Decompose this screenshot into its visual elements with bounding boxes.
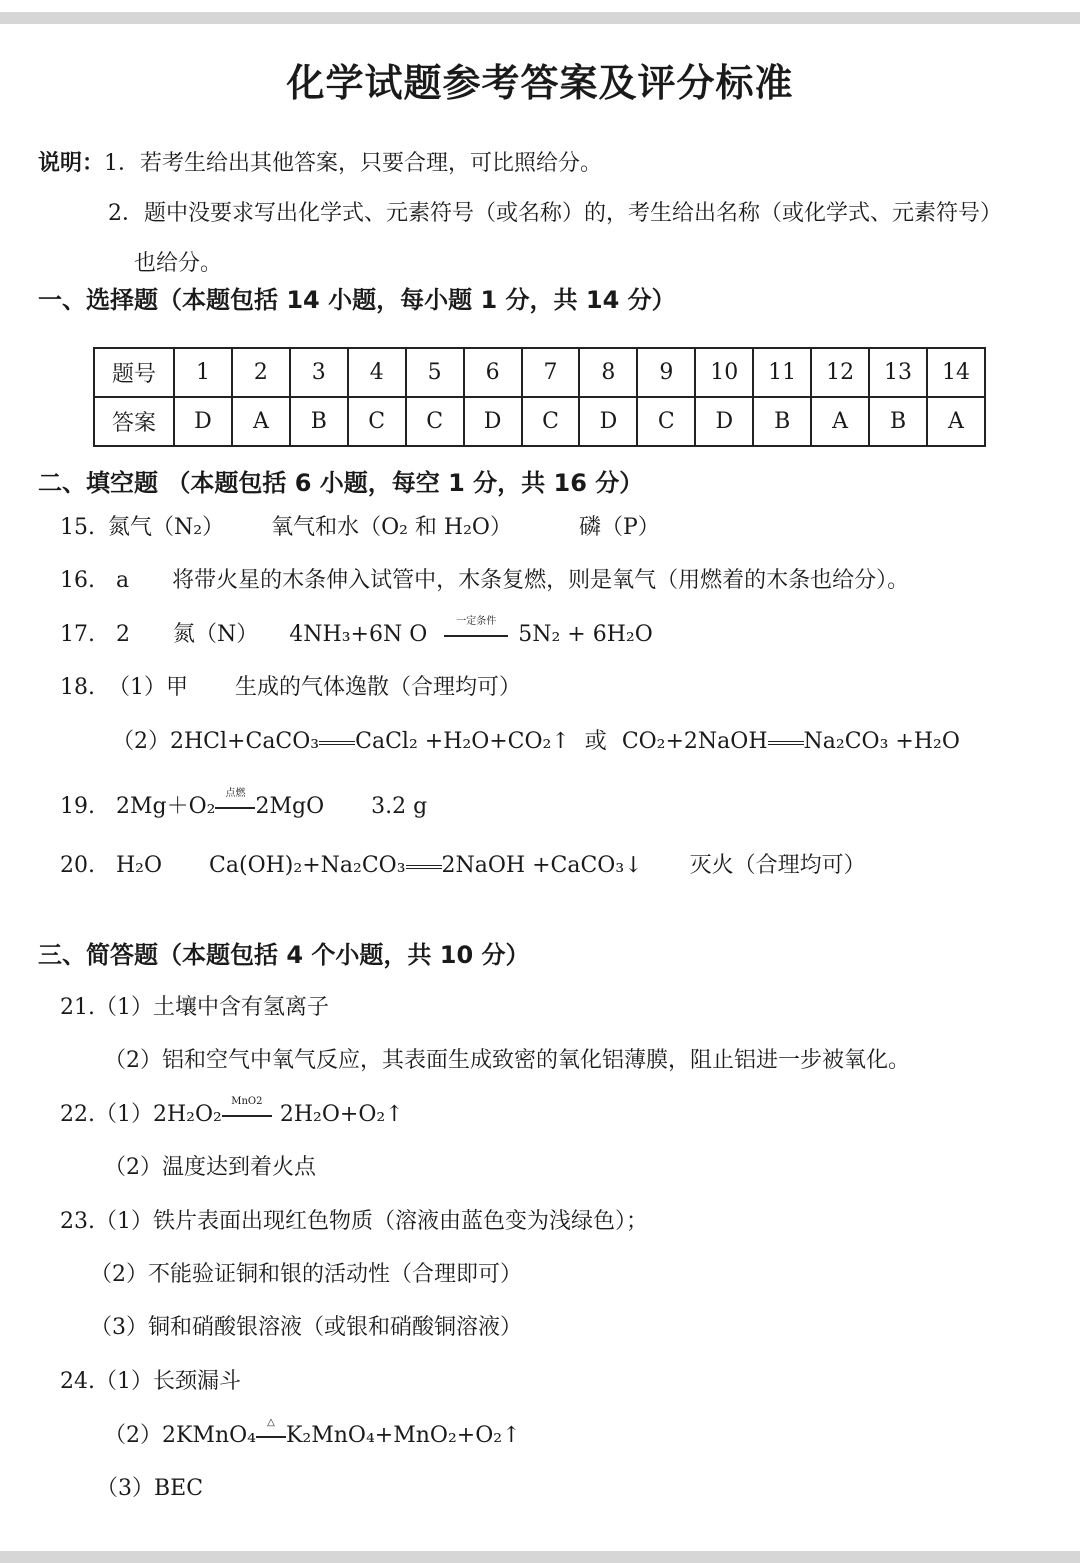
answer-22-1 xyxy=(60,1096,404,1130)
equation-right: CaCl₂ +H₂O+CO₂↑ xyxy=(355,729,570,754)
table-row xyxy=(94,397,985,446)
table-cell: C xyxy=(348,397,406,446)
answer-23-3: （3）铜和硝酸银溶液（或银和硝酸铜溶液） xyxy=(90,1315,522,1340)
table-cell: D xyxy=(464,397,522,446)
question-number: 20. xyxy=(60,853,95,878)
equation-left: Ca(OH)₂+Na₂CO₃ xyxy=(209,853,406,878)
table-cell: A xyxy=(232,397,290,446)
note-2-cont: 也给分。 xyxy=(134,251,223,276)
table-cell: 9 xyxy=(637,348,695,397)
equation-left: CO₂+2NaOH xyxy=(621,729,768,754)
answer-text: （1）甲 xyxy=(108,675,188,700)
table-cell: C xyxy=(406,397,464,446)
equation-left: 4NH₃+6N O xyxy=(289,622,428,647)
table-cell: B xyxy=(869,397,927,446)
equation-right: Na₂CO₃ +H₂O xyxy=(803,729,960,754)
equals-sign xyxy=(406,863,442,869)
equals-sign xyxy=(768,739,804,745)
answer-text: 氮（N） xyxy=(173,622,259,647)
row-label-number: 题号 xyxy=(94,348,174,397)
answer-text: 灭火（合理均可） xyxy=(689,853,866,878)
question-number: 17. xyxy=(60,622,95,647)
equation-right: 2NaOH +CaCO₃↓ xyxy=(441,853,643,878)
answer-17 xyxy=(60,616,653,650)
answer-18-1 xyxy=(60,673,521,703)
table-cell: A xyxy=(811,397,869,446)
equation-right: 2MgO xyxy=(255,794,325,819)
answer-16 xyxy=(60,566,909,596)
notes-label: 说明： xyxy=(38,151,105,176)
question-number: 18. xyxy=(60,675,95,700)
table-cell: 1 xyxy=(174,348,232,397)
section-1-heading: 一、选择题（本题包括 14 小题，每小题 1 分，共 14 分） xyxy=(38,286,676,314)
table-cell: 11 xyxy=(753,348,811,397)
question-number: 16. xyxy=(60,568,95,593)
table-cell: 5 xyxy=(406,348,464,397)
answer-text: 生成的气体逸散（合理均可） xyxy=(235,675,522,700)
answer-22-2: （2）温度达到着火点 xyxy=(104,1155,316,1180)
equation-left: 2Mg＋O₂ xyxy=(116,794,216,819)
table-cell: A xyxy=(927,397,985,446)
reaction-condition: 点燃 xyxy=(225,788,246,799)
table-cell: C xyxy=(637,397,695,446)
equation-right: K₂MnO₄+MnO₂+O₂↑ xyxy=(285,1423,521,1448)
table-cell: 14 xyxy=(927,348,985,397)
equation-right: 5N₂ + 6H₂O xyxy=(518,622,653,647)
answer-text: 氮气（N₂） xyxy=(108,515,225,540)
answer-24-2 xyxy=(104,1417,521,1451)
table-cell: D xyxy=(174,397,232,446)
or-text: 或 xyxy=(584,729,607,754)
section-3-heading: 三、简答题（本题包括 4 个小题，共 10 分） xyxy=(38,941,530,969)
reaction-condition: 一定条件 xyxy=(456,616,497,627)
section-2-heading: 二、填空题 （本题包括 6 小题，每空 1 分，共 16 分） xyxy=(38,469,644,497)
question-number: 19. xyxy=(60,794,95,819)
table-cell: B xyxy=(753,397,811,446)
table-cell: 13 xyxy=(869,348,927,397)
reaction-arrow xyxy=(215,788,255,809)
top-border xyxy=(0,12,1080,24)
equation-left: （2）2KMnO₄ xyxy=(104,1423,256,1448)
answer-24-1: 24.（1）长颈漏斗 xyxy=(60,1369,241,1394)
table-cell: B xyxy=(290,397,348,446)
answer-18-2 xyxy=(112,727,960,757)
bottom-border xyxy=(0,1551,1080,1563)
answer-text: 2 xyxy=(116,622,130,647)
note-2: 2．题中没要求写出化学式、元素符号（或名称）的，考生给出名称（或化学式、元素符号） xyxy=(108,201,1003,226)
answer-23-2: （2）不能验证铜和银的活动性（合理即可） xyxy=(90,1262,522,1287)
answer-text: H₂O xyxy=(116,853,163,878)
table-cell: 4 xyxy=(348,348,406,397)
reaction-arrow xyxy=(222,1096,272,1117)
answer-text: 将带火星的木条伸入试管中，木条复燃，则是氧气（用燃着的木条也给分）。 xyxy=(172,568,910,593)
equation-right: 2H₂O+O₂↑ xyxy=(279,1102,404,1127)
answer-text: 磷（P） xyxy=(578,515,660,540)
answer-21-1: 21.（1）土壤中含有氢离子 xyxy=(60,995,329,1020)
table-cell: 8 xyxy=(579,348,637,397)
answer-23-1: 23.（1）铁片表面出现红色物质（溶液由蓝色变为浅绿色）； xyxy=(60,1209,648,1234)
table-cell: 3 xyxy=(290,348,348,397)
table-row xyxy=(94,348,985,397)
answer-text: 3.2 g xyxy=(371,794,428,819)
table-cell: C xyxy=(522,397,580,446)
reaction-condition: MnO2 xyxy=(231,1096,263,1107)
equation-left: 22.（1）2H₂O₂ xyxy=(60,1102,222,1127)
reaction-arrow xyxy=(256,1417,286,1438)
note-1: 1．若考生给出其他答案，只要合理，可比照给分。 xyxy=(104,151,603,176)
table-cell: 12 xyxy=(811,348,869,397)
table-cell: 10 xyxy=(695,348,753,397)
table-cell: D xyxy=(695,397,753,446)
answer-table xyxy=(93,347,986,447)
table-cell: 7 xyxy=(522,348,580,397)
equals-sign xyxy=(319,739,355,745)
answer-20 xyxy=(60,851,866,881)
table-cell: D xyxy=(579,397,637,446)
question-number: 15. xyxy=(60,515,95,540)
table-cell: 2 xyxy=(232,348,290,397)
notes-line-1 xyxy=(38,149,602,179)
answer-15 xyxy=(60,513,660,543)
reaction-arrow xyxy=(444,616,508,637)
table-cell: 6 xyxy=(464,348,522,397)
page-title: 化学试题参考答案及评分标准 xyxy=(286,61,794,105)
answer-19 xyxy=(60,788,428,822)
answer-text: 氧气和水（O₂ 和 H₂O） xyxy=(271,515,512,540)
answer-24-3: （3）BEC xyxy=(96,1476,204,1501)
row-label-answer: 答案 xyxy=(94,397,174,446)
reaction-condition: △ xyxy=(267,1417,275,1428)
equation-left: （2）2HCl+CaCO₃ xyxy=(112,729,320,754)
answer-21-2: （2）铝和空气中氧气反应，其表面生成致密的氧化铝薄膜，阻止铝进一步被氧化。 xyxy=(104,1048,910,1073)
answer-text: a xyxy=(116,568,130,593)
